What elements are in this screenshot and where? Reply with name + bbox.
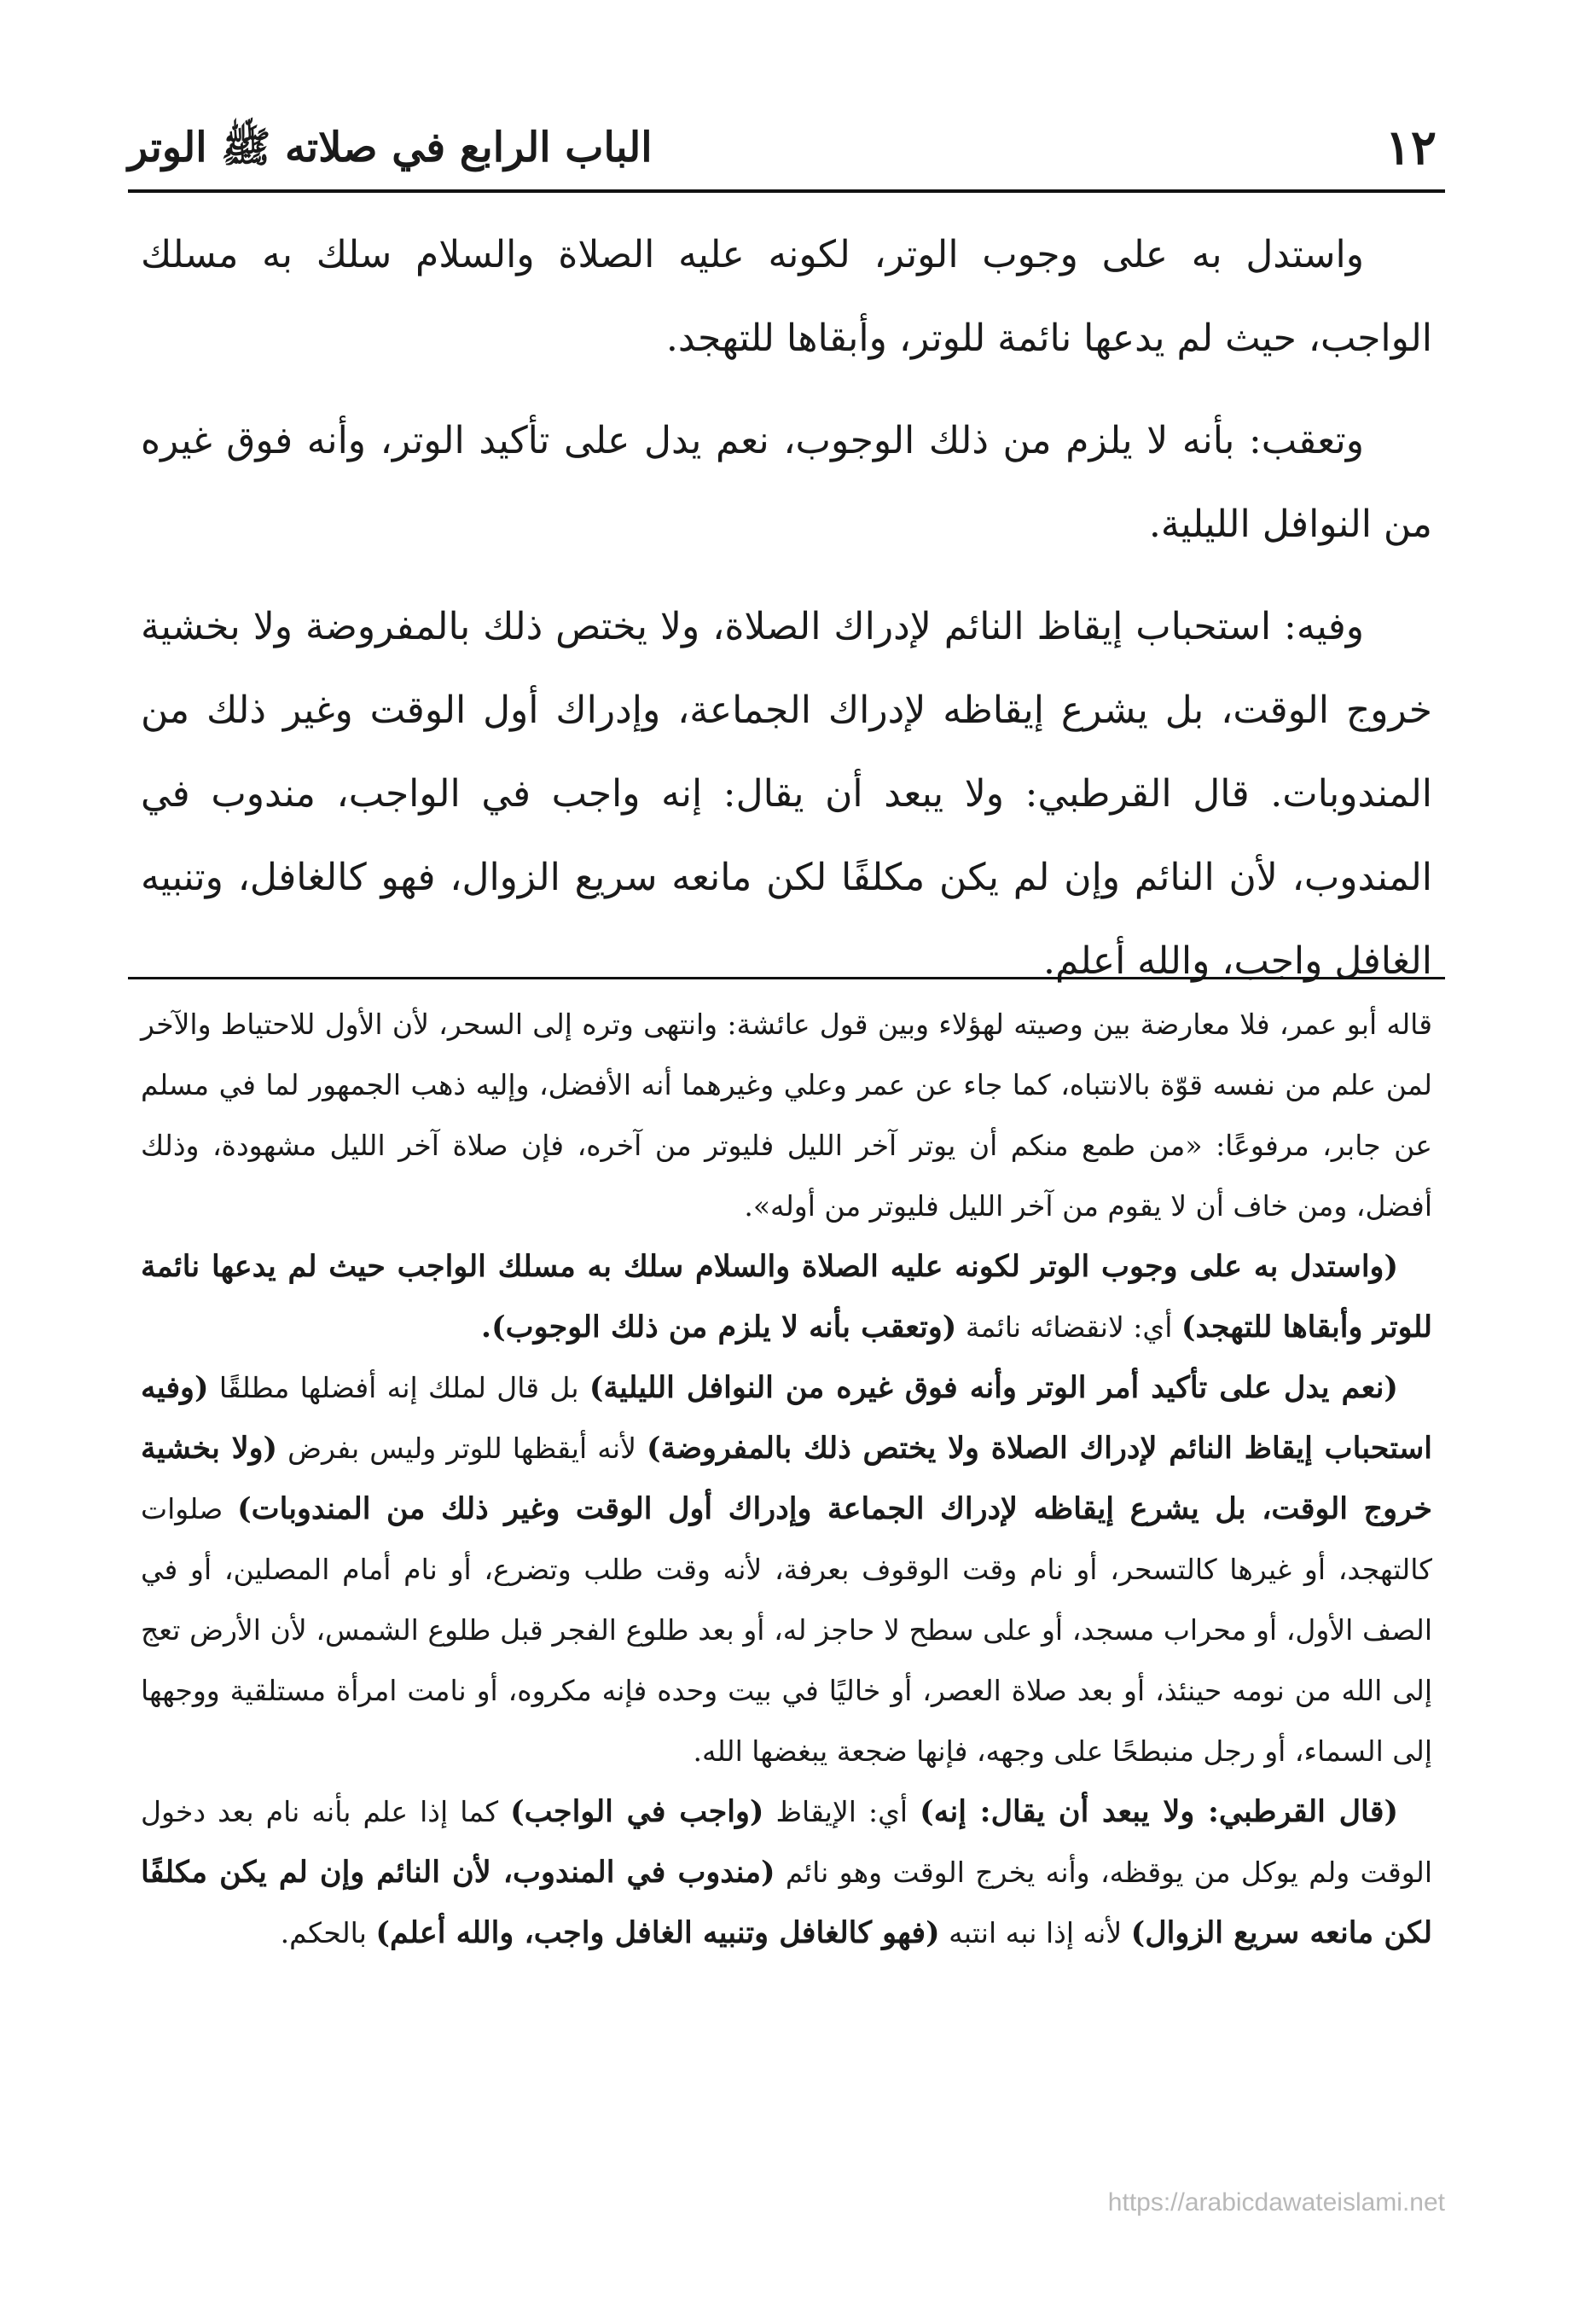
quoted-matn: (نعم يدل على تأكيد أمر الوتر وأنه فوق غيره من النوافل الليلية) xyxy=(589,1370,1398,1405)
commentary-text: بل قال لملك إنه أفضلها مطلقًا xyxy=(208,1371,589,1404)
commentary-paragraph xyxy=(141,1357,1432,1781)
commentary xyxy=(141,994,1432,1963)
main-paragraph: واستدل به على وجوب الوتر، لكونه عليه الصلاة والسلام سلك به مسلك الواجب، حيث لم يدعها نائمة للوتر، وأبقاها للتهجد. xyxy=(141,233,1432,360)
commentary-text: لأنه أيقظها للوتر وليس بفرض xyxy=(277,1432,647,1465)
main-paragraph: وفيه: استحباب إيقاظ النائم لإدراك الصلاة، ولا يختص ذلك بالمفروضة ولا بخشية خروج الوقت، بل يشرع إيقاظه لإدراك الجماعة، وإدراك أول الوقت وغير ذلك من المندوبات. قال القرطبي: ولا يبعد أن يقال: إنه واجب في الواجب، مندوب في المندوب، لأن النائم وإن لم يكن مكلفًا لكن مانعه سريع الزوال، فهو كالغافل، وتنبيه الغافل واجب، والله أعلم. xyxy=(141,605,1432,983)
commentary-text: صلوات كالتهجد، أو غيرها كالتسحر، أو نام وقت الوقوف بعرفة، لأنه وقت طلب وتضرع، أو نام أمام المصلين، أو في الصف الأول، أو محراب مسجد، أو على سطح لا حاجز له، أو بعد طلوع الفجر قبل طلوع الشمس، لأن الأرض تعج إلى الله من نومه حينئذ، أو بعد صلاة العصر، أو خاليًا في بيت وحده فإنه مكروه، أو نامت امرأة مستلقية ووجهها إلى السماء، أو رجل منبطحًا على وجهه، فإنها ضجعة يبغضها الله. xyxy=(141,1492,1432,1768)
quoted-matn: (مندوب في المندوب، لأن النائم وإن لم يكن مكلفًا لكن مانعه سريع الزوال) xyxy=(141,1855,1432,1950)
chapter-title: الباب الرابع في صلاته ﷺ الوتر xyxy=(128,124,653,171)
main-paragraph: وتعقب: بأنه لا يلزم من ذلك الوجوب، نعم يدل على تأكيد الوتر، وأنه فوق غيره من النوافل الليلية. xyxy=(141,419,1432,546)
commentary-divider xyxy=(128,977,1445,979)
commentary-text: كما إذا علم بأنه نام بعد دخول الوقت ولم يوكل من يوقظه، وأنه يخرج الوقت وهو نائم xyxy=(141,1795,1432,1889)
header-divider xyxy=(128,189,1445,193)
page-header xyxy=(128,111,1445,188)
quoted-matn: (واجب في الواجب) xyxy=(510,1794,764,1829)
commentary-paragraph xyxy=(141,1236,1432,1357)
commentary-paragraph xyxy=(141,994,1432,1236)
quoted-matn: (وفيه استحباب إيقاظ النائم لإدراك الصلاة ولا يختص ذلك بالمفروضة) xyxy=(141,1370,1432,1466)
commentary-text: أي: لانقضائه نائمة xyxy=(956,1310,1181,1344)
quoted-matn: (فهو كالغافل وتنبيه الغافل واجب، والله أعلم) xyxy=(375,1915,940,1950)
commentary-paragraph xyxy=(141,1781,1432,1963)
main-text xyxy=(141,213,1432,1022)
commentary-text: لأنه إذا نبه انتبه xyxy=(939,1916,1131,1949)
quoted-matn: (واستدل به على وجوب الوتر لكونه عليه الصلاة والسلام سلك به مسلك الواجب حيث لم يدعها نائمة للوتر وأبقاها للتهجد) xyxy=(141,1249,1432,1345)
commentary-text: قاله أبو عمر، فلا معارضة بين وصيته لهؤلاء وبين قول عائشة: وانتهى وتره إلى السحر، لأن الأول للاحتياط والآخر لمن علم من نفسه قوّة بالانتباه، كما جاء عن عمر وعلي وغيرهما أنه الأفضل، وإليه ذهب الجمهور لما في مسلم عن جابر، مرفوعًا: «من طمع منكم أن يوتر آخر الليل فليوتر من آخره، فإن صلاة آخر الليل مشهودة، وذلك أفضل، ومن خاف أن لا يقوم من آخر الليل فليوتر من أوله». xyxy=(141,1008,1432,1223)
quoted-matn: (ولا بخشية خروج الوقت، بل يشرع إيقاظه لإدراك الجماعة وإدراك أول الوقت وغير ذلك من المندوبات) xyxy=(141,1431,1432,1526)
watermark-url: https://arabicdawateislami.net xyxy=(1107,2188,1445,2217)
commentary-text: أي: الإيقاظ xyxy=(763,1795,920,1828)
quoted-matn: (وتعقب بأنه لا يلزم من ذلك الوجوب). xyxy=(480,1310,957,1345)
page-number: ١٢ xyxy=(1384,119,1437,176)
commentary-text: بالحكم. xyxy=(280,1916,376,1949)
quoted-matn: (قال القرطبي: ولا يبعد أن يقال: إنه) xyxy=(920,1794,1398,1829)
